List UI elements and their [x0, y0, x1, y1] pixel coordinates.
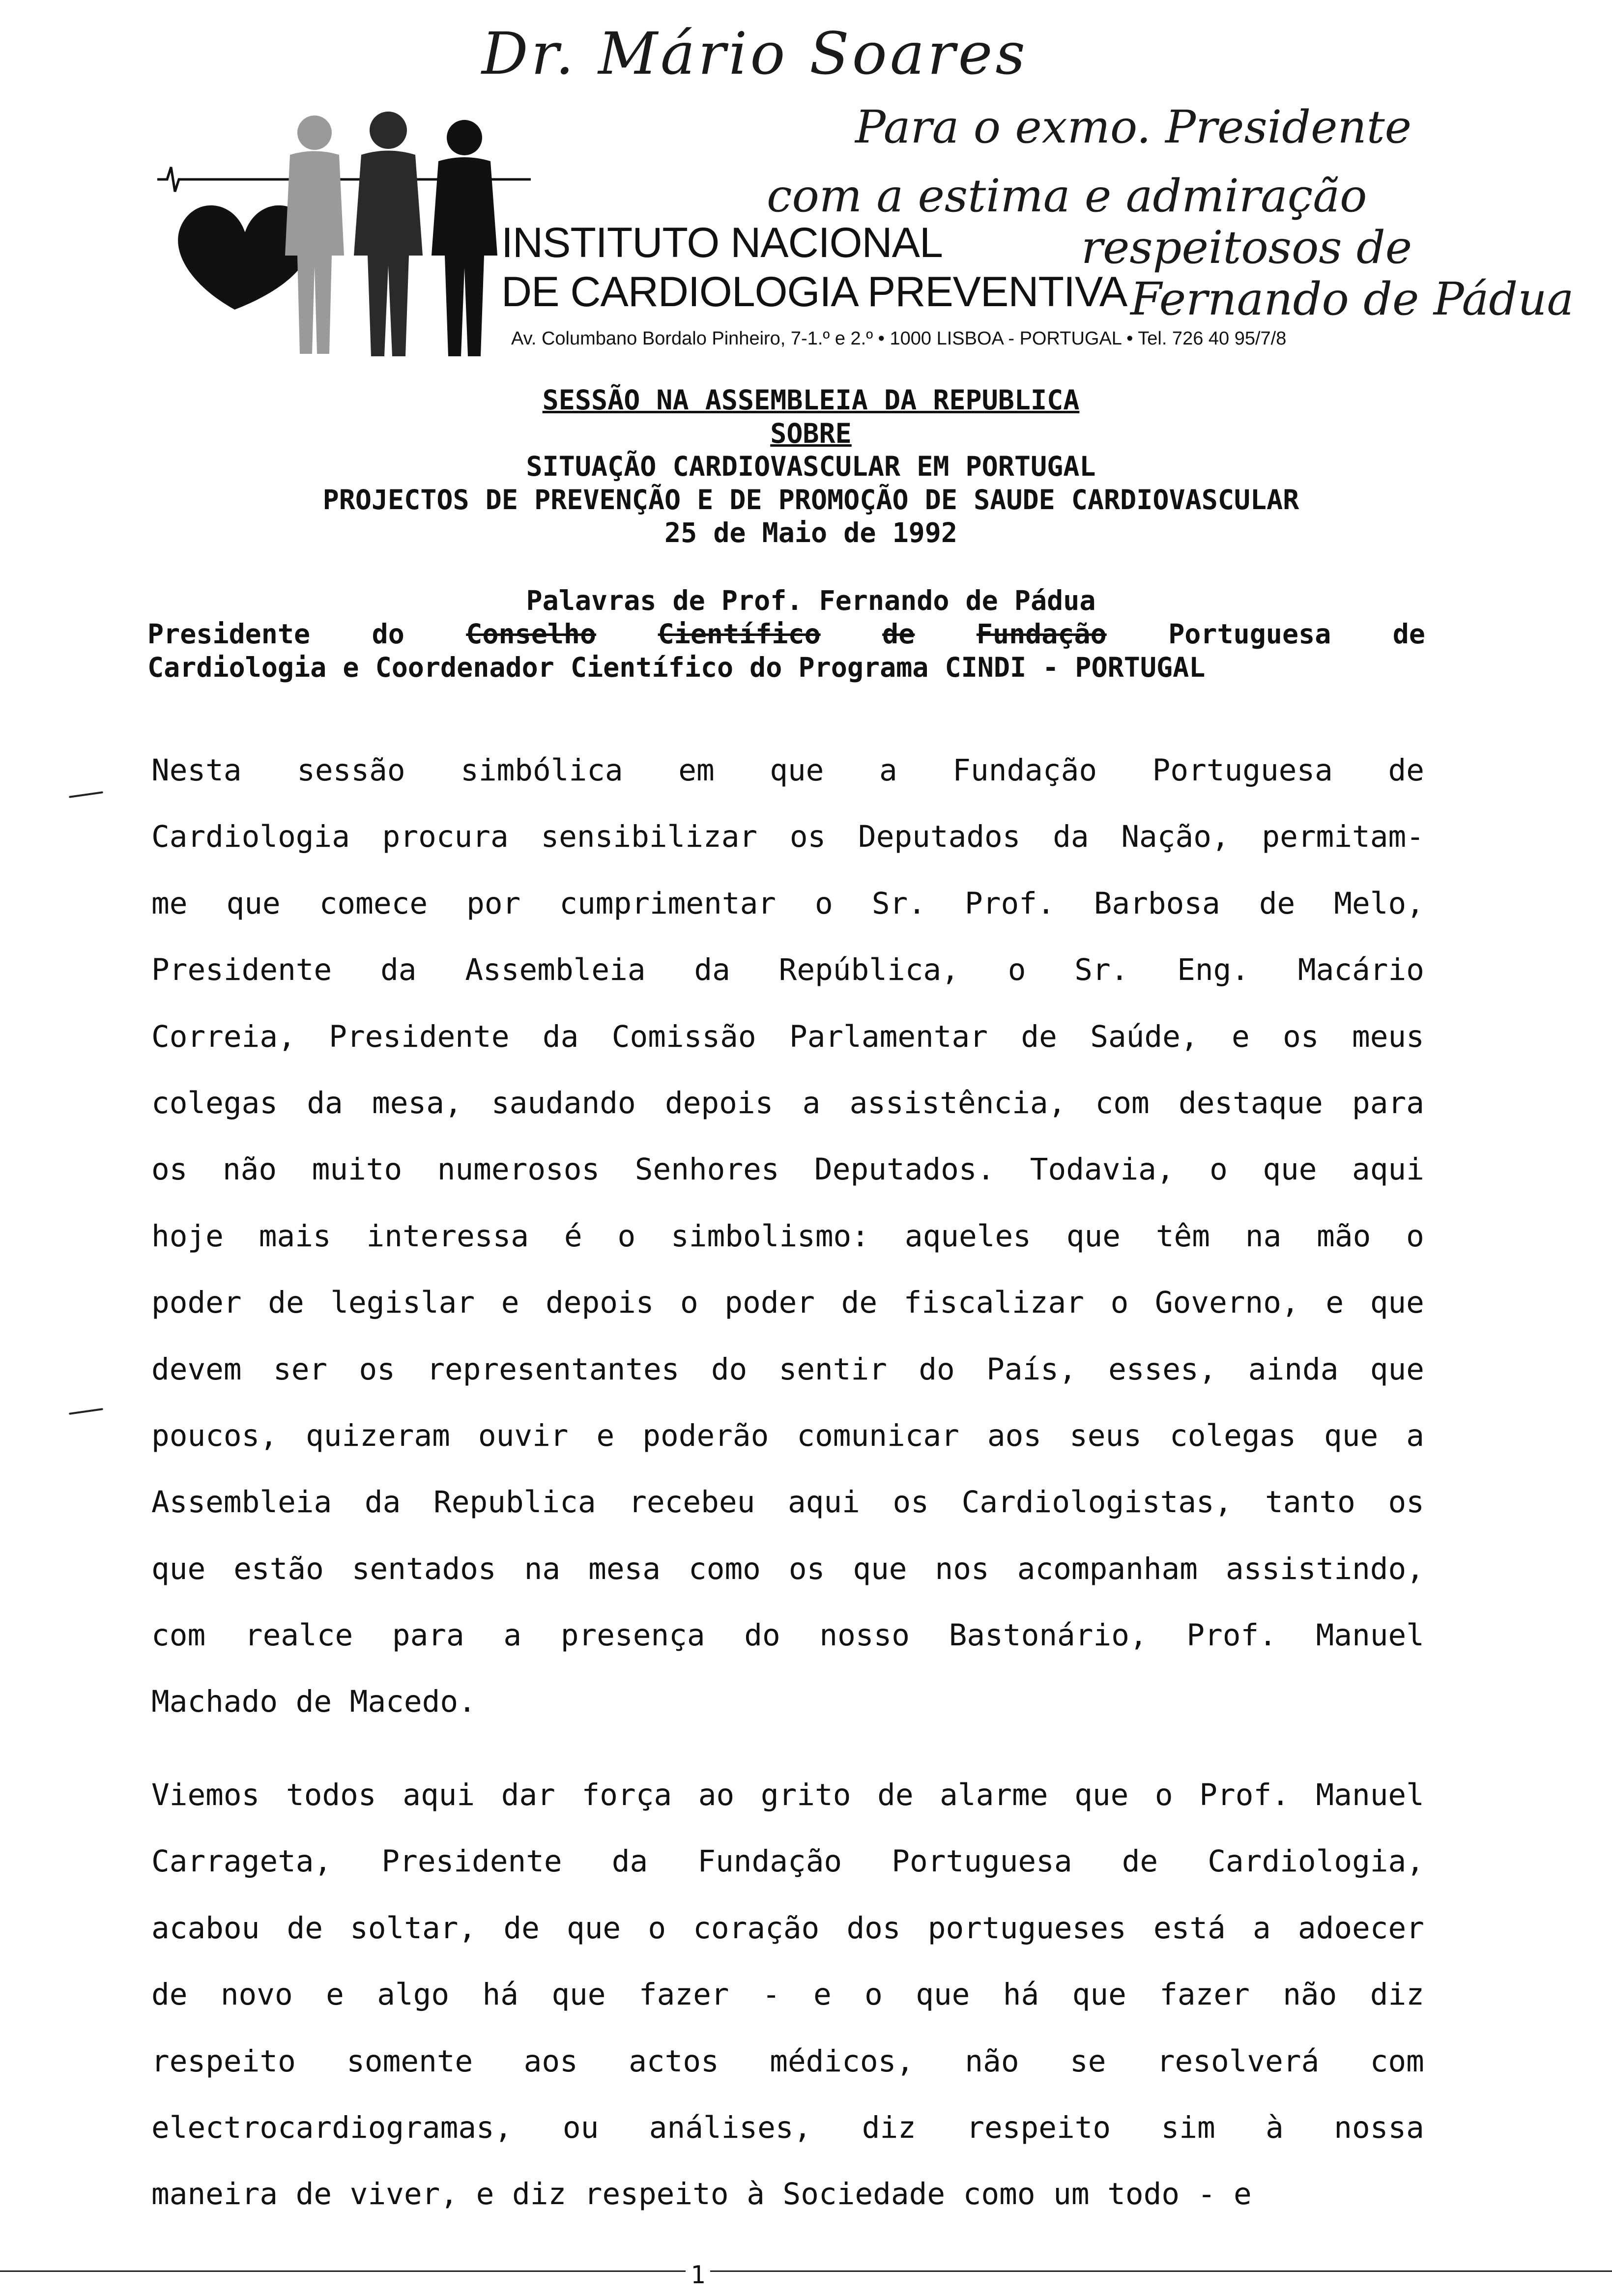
text-word: electrocardiogramas,: [151, 2110, 513, 2145]
text-line: [151, 1905, 1424, 1971]
text-word: que: [151, 1551, 206, 1586]
text-word: hoje: [151, 1218, 224, 1254]
text-word: seus: [1069, 1418, 1142, 1453]
text-word: numerosos: [437, 1152, 600, 1187]
text-word: algo: [377, 1977, 450, 2012]
role-word-struck: de: [882, 618, 915, 650]
text-word: comunicar: [797, 1418, 959, 1453]
text-word: o: [864, 1977, 883, 2012]
text-word: colegas: [151, 1085, 278, 1120]
text-word: na: [524, 1551, 561, 1586]
text-word: de: [841, 1285, 878, 1320]
text-word: Portuguesa: [892, 1844, 1072, 1879]
role-word: Presidente: [147, 618, 311, 650]
text-word: o: [680, 1285, 698, 1320]
text-word: não: [1283, 1977, 1337, 2012]
speaker-role-line-2: Cardiologia e Coordenador Científico do Programa CINDI - PORTUGAL: [147, 652, 1206, 683]
text-word: realce: [244, 1618, 353, 1653]
text-word: respeito: [966, 2110, 1111, 2145]
text-word: ao: [698, 1778, 735, 1812]
text-word: poderão: [642, 1418, 769, 1453]
text-word: Presidente: [151, 952, 332, 988]
text-word: devem: [151, 1351, 242, 1387]
text-word: o: [815, 886, 833, 921]
text-word: dos: [846, 1910, 901, 1946]
text-word: permitam-: [1262, 819, 1424, 855]
text-word: aqui: [1352, 1152, 1424, 1187]
figure-left-icon: [285, 115, 344, 354]
text-word: Portuguesa: [1152, 753, 1333, 788]
text-word: a: [1252, 1910, 1271, 1946]
text-word: Manuel: [1316, 1778, 1424, 1812]
text-word: poder: [151, 1285, 242, 1320]
text-word: Bastonário,: [949, 1618, 1148, 1653]
text-word: a: [879, 753, 897, 788]
text-word: para: [392, 1618, 464, 1653]
text-word: cumprimentar: [559, 886, 777, 921]
text-word: estão: [233, 1551, 324, 1586]
text-word: têm: [1155, 1218, 1210, 1254]
text-word: recebeu: [629, 1485, 755, 1520]
text-word: os: [1388, 1485, 1424, 1520]
text-word: que: [1066, 1218, 1121, 1254]
text-word: que: [1370, 1351, 1424, 1387]
text-line: [151, 747, 1424, 813]
text-word: fiscalizar: [903, 1285, 1084, 1320]
text-word: acompanham: [1017, 1551, 1198, 1586]
speaker-line: Palavras de Prof. Fernando de Pádua: [526, 585, 1096, 616]
handwritten-dedication-line-1: Para o exmo. Presidente: [855, 101, 1412, 153]
text-word: os: [892, 1485, 929, 1520]
text-word: força: [581, 1778, 672, 1812]
text-word: os: [151, 1152, 188, 1187]
text-word: assistência,: [849, 1085, 1066, 1120]
text-word: de: [268, 1285, 304, 1320]
text-line: [151, 1546, 1424, 1612]
text-word: Governo,: [1154, 1285, 1299, 1320]
text-word: Deputados: [858, 819, 1021, 855]
text-word: do: [744, 1618, 780, 1653]
text-word: da: [307, 1085, 343, 1120]
text-word: todos: [286, 1778, 376, 1812]
institute-logo: [157, 108, 531, 359]
text-word: -: [762, 1977, 780, 2012]
text-line: [151, 1772, 1424, 1838]
text-word: mais: [259, 1218, 331, 1254]
session-date: 25 de Maio de 1992: [664, 517, 958, 548]
handwritten-dedication-line-2: com a estima e admiração: [767, 170, 1367, 222]
text-word: da: [1053, 819, 1089, 855]
text-word: somente: [346, 2043, 473, 2079]
text-line: [151, 880, 1424, 947]
text-word: presença: [560, 1618, 705, 1653]
text-word: Manuel: [1316, 1618, 1424, 1653]
text-word: na: [1245, 1218, 1282, 1254]
text-word: e: [501, 1285, 519, 1320]
body-paragraph-1: [151, 747, 1424, 1745]
text-word: à: [747, 2177, 765, 2212]
role-word-struck: Conselho: [466, 618, 597, 650]
text-word: grito: [760, 1778, 851, 1812]
text-line: [151, 1080, 1424, 1146]
text-word: Nesta: [151, 753, 242, 788]
text-word: que: [1074, 1778, 1129, 1812]
text-word: mesa: [588, 1551, 661, 1586]
text-line: [151, 1678, 1424, 1745]
text-word: poder: [724, 1285, 815, 1320]
text-word: é: [564, 1218, 582, 1254]
text-word: há: [1003, 1977, 1039, 2012]
session-projects: PROJECTOS DE PREVENÇÃO E DE PROMOÇÃO DE SAUDE CARDIOVASCULAR: [322, 484, 1299, 516]
text-word: que: [770, 753, 824, 788]
text-word: Saúde,: [1090, 1019, 1199, 1054]
handwritten-name: Dr. Mário Soares: [482, 20, 1028, 87]
institute-address: Av. Columbano Bordalo Pinheiro, 7-1.º e 2.º • 1000 LISBOA - PORTUGAL • Tel. 726 40 95/7/8: [511, 328, 1287, 349]
handwritten-dedication-line-3: respeitosos de: [1081, 221, 1412, 274]
footer-rule: [0, 2270, 1612, 2272]
text-word: de: [1388, 753, 1424, 788]
text-line: [151, 1612, 1424, 1678]
text-line: [151, 1013, 1424, 1080]
text-word: Carrageta,: [151, 1844, 332, 1879]
text-word: o: [1110, 1285, 1129, 1320]
text-word: País,: [986, 1351, 1077, 1387]
text-word: que: [916, 1977, 970, 2012]
session-title-sobre: SOBRE: [770, 418, 852, 449]
institute-name-line-2: DE CARDIOLOGIA PREVENTIVA: [501, 268, 1127, 316]
text-word: que: [1263, 1152, 1317, 1187]
text-word: diz: [1370, 1977, 1424, 2012]
figure-middle-icon: [354, 112, 423, 356]
text-line: [151, 1412, 1424, 1479]
text-word: do: [711, 1351, 748, 1387]
text-word: Cardiologistas,: [961, 1485, 1233, 1520]
role-word-struck: Científico: [658, 618, 821, 650]
text-word: aqueles: [904, 1218, 1031, 1254]
text-word: Presidente: [329, 1019, 510, 1054]
text-word: de: [1122, 1844, 1158, 1879]
text-word: está: [1153, 1910, 1226, 1946]
role-word: Portuguesa: [1168, 618, 1331, 650]
text-word: não: [965, 2043, 1019, 2079]
text-word: respeito: [584, 2177, 729, 2212]
text-word: Eng.: [1177, 952, 1250, 988]
text-word: de: [287, 1910, 323, 1946]
text-word: representantes: [427, 1351, 680, 1387]
text-word: mão: [1317, 1218, 1371, 1254]
text-word: Nação,: [1121, 819, 1230, 855]
text-word: sentados: [351, 1551, 496, 1586]
text-word: acabou: [151, 1910, 260, 1946]
text-word: Sr.: [1074, 952, 1129, 988]
handwritten-signature: Fernando de Pádua: [1130, 273, 1574, 325]
text-word: saudando: [491, 1085, 636, 1120]
text-word: ou: [562, 2110, 599, 2145]
text-line: [151, 1346, 1424, 1412]
text-word: Sr.: [871, 886, 926, 921]
text-word: os: [1283, 1019, 1319, 1054]
session-title: SESSÃO NA ASSEMBLEIA DA REPUBLICA: [542, 384, 1080, 416]
text-word: Fundação: [697, 1844, 842, 1879]
text-word: e: [1231, 1019, 1250, 1054]
text-word: Cardiologia,: [1208, 1844, 1424, 1879]
text-word: e: [326, 1977, 344, 2012]
text-word: com: [151, 1618, 206, 1653]
text-word: Senhores: [634, 1152, 779, 1187]
text-word: alarme: [940, 1778, 1048, 1812]
text-word: da: [542, 1019, 579, 1054]
text-word: fazer: [1159, 1977, 1250, 2012]
text-word: Cardiologia: [151, 819, 350, 855]
text-word: aqui: [403, 1778, 475, 1812]
text-word: ouvir: [478, 1418, 569, 1453]
text-word: interessa: [366, 1218, 529, 1254]
text-word: sim: [1161, 2110, 1215, 2145]
text-word: os: [789, 819, 826, 855]
body-paragraph-2: [151, 1772, 1424, 2238]
text-word: e: [1325, 1285, 1344, 1320]
session-subject: SITUAÇÃO CARDIOVASCULAR EM PORTUGAL: [526, 451, 1096, 482]
text-word: a: [802, 1085, 821, 1120]
text-word: sessão: [297, 753, 405, 788]
text-word: a: [503, 1618, 522, 1653]
text-word: de: [1259, 886, 1295, 921]
text-word: do: [919, 1351, 955, 1387]
text-line: [151, 1971, 1424, 2038]
text-word: que: [551, 1977, 606, 2012]
speaker-role-line-1: [147, 618, 1425, 650]
text-word: resolverá: [1156, 2043, 1320, 2079]
text-word: poucos,: [151, 1418, 278, 1453]
text-word: o: [1406, 1218, 1424, 1254]
text-word: que: [566, 1910, 621, 1946]
text-word: fazer: [638, 1977, 729, 2012]
text-word: Macário: [1297, 952, 1424, 988]
text-line: [151, 813, 1424, 880]
text-word: nosso: [819, 1618, 910, 1653]
text-word: de: [503, 1910, 540, 1946]
text-word: em: [678, 753, 715, 788]
text-word: aos: [523, 2043, 578, 2079]
text-word: que: [1324, 1418, 1379, 1453]
role-word: de: [1392, 618, 1425, 650]
text-word: destaque: [1178, 1085, 1323, 1120]
text-word: todo: [1107, 2177, 1180, 2212]
text-word: o: [1008, 952, 1026, 988]
text-word: os: [788, 1551, 825, 1586]
text-word: para: [1352, 1085, 1424, 1120]
text-word: o: [648, 1910, 666, 1946]
text-word: Prof.: [1186, 1618, 1277, 1653]
text-word: de: [295, 2177, 332, 2212]
text-word: diz: [512, 2177, 567, 2212]
page-number: 1: [686, 2261, 710, 2289]
text-word: Presidente: [381, 1844, 562, 1879]
text-line: [151, 1213, 1424, 1279]
text-word: como: [689, 1551, 761, 1586]
text-line: [151, 1279, 1424, 1346]
margin-mark: [69, 791, 103, 798]
text-word: Deputados.: [814, 1152, 995, 1187]
text-word: de: [295, 1684, 332, 1720]
text-word: Assembleia: [465, 952, 646, 988]
text-word: ainda: [1248, 1351, 1339, 1387]
text-word: depois: [664, 1085, 774, 1120]
text-word: tanto: [1265, 1485, 1355, 1520]
text-word: dar: [501, 1778, 555, 1812]
text-line: [151, 947, 1424, 1013]
text-word: de: [877, 1778, 914, 1812]
text-word: Correia,: [151, 1019, 296, 1054]
text-word: o: [1154, 1778, 1173, 1812]
text-word: aqui: [787, 1485, 860, 1520]
text-word: actos: [629, 2043, 719, 2079]
text-line: [151, 1479, 1424, 1545]
text-line: [151, 1146, 1424, 1212]
text-word: de: [151, 1977, 188, 2012]
text-word: análises,: [649, 2110, 812, 2145]
text-word: da: [364, 1485, 401, 1520]
margin-mark: [69, 1408, 103, 1415]
text-word: por: [466, 886, 521, 921]
text-line: [151, 2104, 1424, 2171]
text-word: sensibilizar: [541, 819, 758, 855]
text-word: e: [596, 1418, 615, 1453]
figure-right-icon: [432, 120, 497, 356]
text-word: e: [1234, 2177, 1252, 2212]
text-word: da: [694, 952, 730, 988]
text-word: nos: [935, 1551, 989, 1586]
text-word: Melo,: [1334, 886, 1424, 921]
text-word: o: [1209, 1152, 1228, 1187]
text-word: nossa: [1334, 2110, 1424, 2145]
text-word: Machado: [151, 1684, 278, 1720]
text-word: Parlamentar: [789, 1019, 988, 1054]
text-word: diz: [862, 2110, 916, 2145]
text-word: legislar: [330, 1285, 475, 1320]
text-line: [151, 2171, 1424, 2237]
text-word: como: [963, 2177, 1036, 2212]
text-word: novo: [220, 1977, 293, 2012]
text-word: de: [1021, 1019, 1057, 1054]
text-word: depois: [546, 1285, 654, 1320]
text-word: portugueses: [927, 1910, 1126, 1946]
text-word: sentir: [778, 1351, 887, 1387]
text-word: Prof.: [965, 886, 1055, 921]
text-word: muito: [312, 1152, 403, 1187]
text-word: quizeram: [306, 1418, 450, 1453]
text-word: que: [1370, 1285, 1424, 1320]
text-word: comece: [319, 886, 428, 921]
text-word: procura: [382, 819, 509, 855]
text-word: da: [611, 1844, 648, 1879]
text-word: da: [380, 952, 417, 988]
text-word: ser: [273, 1351, 328, 1387]
text-word: soltar,: [350, 1910, 477, 1946]
text-word: me: [151, 886, 188, 921]
text-word: um: [1053, 2177, 1090, 2212]
text-word: -: [1197, 2177, 1216, 2212]
text-word: se: [1069, 2043, 1106, 2079]
text-word: Republica: [433, 1485, 596, 1520]
text-word: os: [359, 1351, 395, 1387]
text-word: viver,: [349, 2177, 459, 2212]
text-word: coração: [693, 1910, 820, 1946]
text-word: Barbosa: [1094, 886, 1220, 921]
text-word: com: [1095, 1085, 1150, 1120]
text-word: e: [813, 1977, 832, 2012]
text-word: colegas: [1169, 1418, 1296, 1453]
institute-name-line-1: INSTITUTO NACIONAL: [501, 219, 943, 266]
text-word: simbólica: [461, 753, 623, 788]
text-word: Viemos: [151, 1778, 260, 1812]
role-word: do: [372, 618, 404, 650]
text-word: que: [1072, 1977, 1126, 2012]
text-word: Todavia,: [1030, 1152, 1175, 1187]
text-word: maneira: [151, 2177, 278, 2212]
text-word: República,: [778, 952, 959, 988]
text-word: Prof.: [1199, 1778, 1290, 1812]
text-word: que: [226, 886, 281, 921]
text-word: médicos,: [770, 2043, 915, 2079]
text-word: à: [1266, 2110, 1284, 2145]
text-line: [151, 2038, 1424, 2104]
text-word: que: [853, 1551, 907, 1586]
text-word: assistindo,: [1226, 1551, 1424, 1586]
text-word: com: [1370, 2043, 1424, 2079]
text-word: simbolismo:: [671, 1218, 870, 1254]
text-word: Macedo.: [349, 1684, 476, 1720]
text-word: Comissão: [611, 1019, 756, 1054]
text-word: aos: [987, 1418, 1042, 1453]
text-word: Fundação: [952, 753, 1097, 788]
role-word-struck: Fundação: [976, 618, 1107, 650]
text-line: [151, 1838, 1424, 1904]
text-word: Assembleia: [151, 1485, 332, 1520]
text-word: o: [617, 1218, 636, 1254]
text-word: e: [476, 2177, 494, 2212]
text-word: meus: [1352, 1019, 1424, 1054]
text-word: há: [482, 1977, 518, 2012]
text-word: mesa,: [372, 1085, 462, 1120]
text-word: adoecer: [1297, 1910, 1424, 1946]
text-word: não: [222, 1152, 277, 1187]
text-word: respeito: [151, 2043, 296, 2079]
text-word: a: [1406, 1418, 1424, 1453]
text-word: esses,: [1108, 1351, 1217, 1387]
text-word: Sociedade: [782, 2177, 946, 2212]
